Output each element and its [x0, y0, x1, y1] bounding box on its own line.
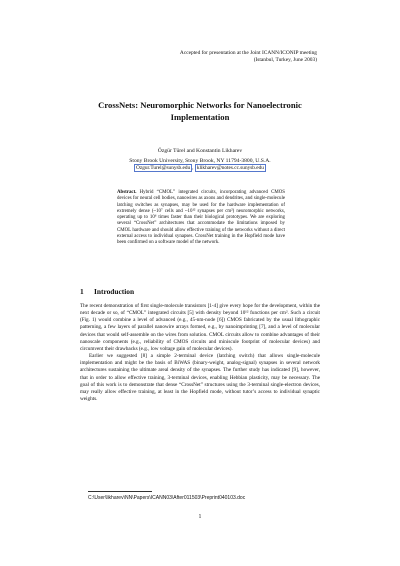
- paragraph: Earlier we suggested [8] a simple 2-terminal device (latching switch) that allows single-molecule implementation and might be the basis of BiWAS (binary-weight, analog-signal) synapses in several network architectures sustaining the ultimate areal density of the synapses. The further study has indicated [9], however, that in order to allow effective training, 3-terminal devices, enabling Hebbian plasticity, may be necessary. The goal of this work is to demonstrate that dense “CrossNet” structures using the 3-terminal single-electron devices, may really allow effective training, at least in the Hopfield mode, without tutor’s access to individual synaptic weights.: [80, 353, 320, 403]
- venue-note-line-1: Accepted for presentation at the Joint ICANN/ICONIP meeting: [179, 50, 317, 56]
- footer-file-path: C:\User\likharev\NN\Papers\ICANN03\After011503\Preprint040103.doc: [88, 495, 246, 501]
- footer-rule: [88, 491, 152, 492]
- abstract: [117, 190, 285, 247]
- affiliation: Stony Brook University, Stony Brook, NY 11794-3800, U.S.A.: [129, 158, 271, 164]
- venue-note-line-2: (Istanbul, Turkey, June 2003): [253, 57, 317, 64]
- authors: Özgür Türel and Konstantin Likharev: [157, 148, 243, 154]
- venue-note: [127, 50, 317, 64]
- page-number: 1: [198, 514, 202, 520]
- section-number: 1: [80, 287, 84, 296]
- abstract-text: Hybrid “CMOL” integrated circuits, incorporating advanced CMOS devices for neural cell bodies, nanowires as axons and dendrites, and single-molecule latching switches as synapses, may be used for the hardware implementation of extremely dense (~10⁷ cells and ~10¹² synapses per cm²) neuromorphic networks, operating up to 10⁶ times faster than their biological prototypes. We are exploring several “CrossNet” architectures that accommodate the limitations imposed by CMOL hardware and should allow effective training of the networks without a direct external access to individual synapses. CrossNet training in the Hopfield mode have been confirmed on a software model of the network.: [117, 190, 285, 246]
- email-link-turel[interactable]: Ozgur.Turel@sunysb.edu: [136, 165, 191, 171]
- paper-title-line-1: CrossNets: Neuromorphic Networks for Nanoelectronic: [98, 100, 302, 110]
- paper-title: [60, 100, 340, 124]
- section-heading: [80, 287, 134, 296]
- section-title: Introduction: [94, 287, 135, 296]
- author-emails: [60, 165, 340, 172]
- email-separator: ,: [192, 165, 195, 171]
- email-link-likharev[interactable]: klikharev@notes.cc.sunysb.edu: [196, 165, 264, 171]
- paper-title-line-2: Implementation: [170, 111, 230, 122]
- abstract-label: Abstract.: [117, 190, 137, 195]
- paragraph: The recent demonstration of first single-molecule transistors [1-4] give every hope for the development, within the next decade or so, of “CMOL” integrated circuits [5] with density beyond 10¹² functions per cm². Such a circuit (Fig. 1) would combine a level of advanced (e.g., 45-nm-node [6]) CMOS fabricated by the usual lithographic patterning, a few layers of parallel nanowire arrays formed, e.g., by nanoimprinting [7], and a level of molecular devices that would self-assemble on the wires from solution. CMOL circuits allow to combine advantages of their nanoscale components (e.g., reliability of CMOS circuits and miniscule footprint of molecular devices) and circumvent their drawbacks (e.g., low voltage gain of molecular devices).: [80, 303, 320, 352]
- body-text: [80, 303, 320, 403]
